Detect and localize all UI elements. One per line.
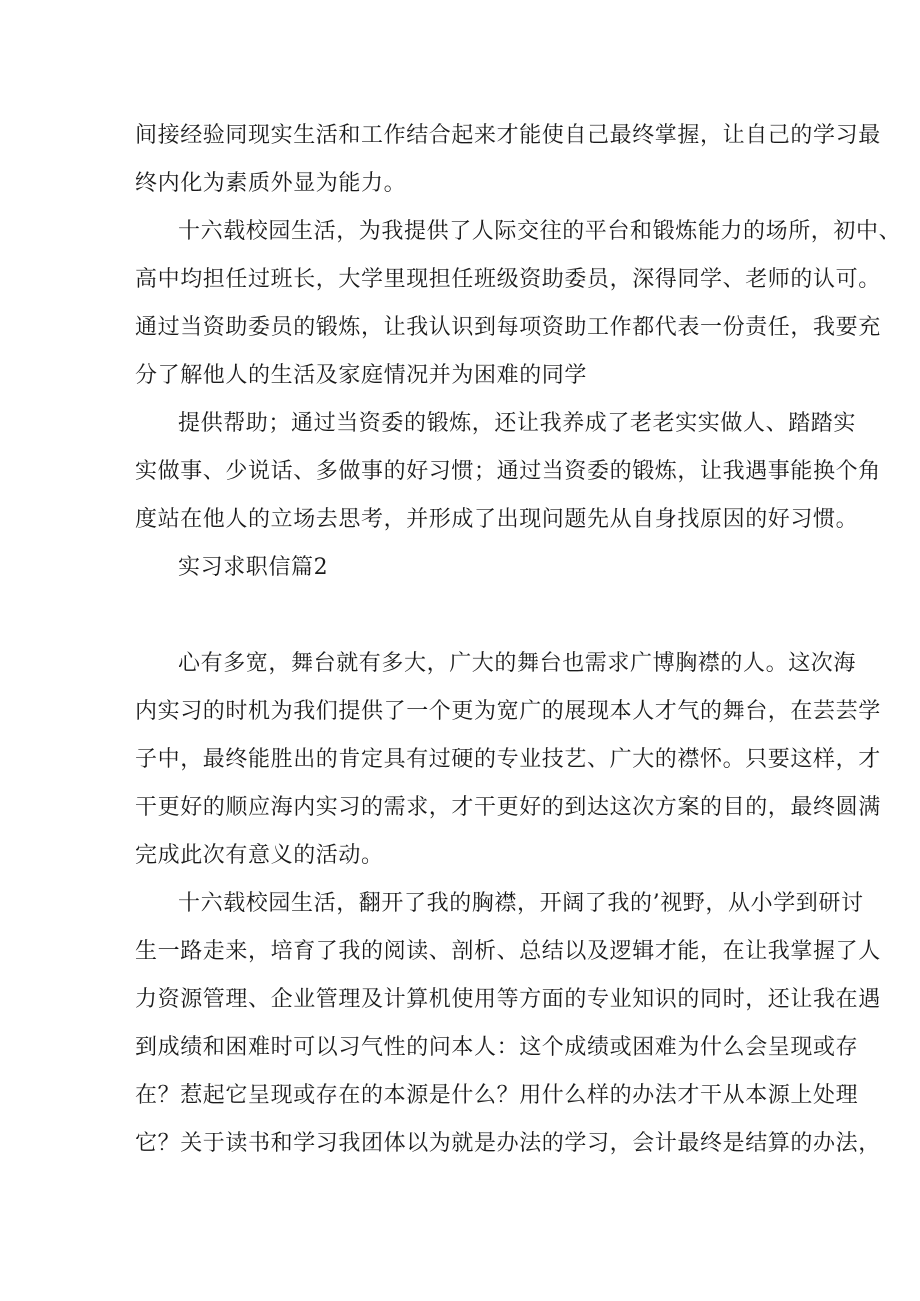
text-line: 十六载校园生活，翻开了我的胸襟，开阔了我的’视野，从小学到研讨: [178, 891, 864, 916]
text-line: 在？惹起它呈现或存在的本源是什么？用什么样的办法才干从本源上处理: [135, 1083, 859, 1108]
text-line: 实做事、少说话、多做事的好习惯；通过当资委的锻炼，让我遇事能换个角: [135, 459, 881, 484]
text-line: 提供帮助；通过当资委的锻炼，还让我养成了老老实实做人、踏踏实: [178, 411, 857, 436]
text-line: 十六载校园生活，为我提供了人际交往的平台和锻炼能力的场所，初中、: [178, 219, 902, 244]
text-line: 子中，最终能胜出的肯定具有过硬的专业技艺、广大的襟怀。只要这样，才: [135, 747, 881, 772]
text-line: 通过当资助委员的锻炼，让我认识到每项资助工作都代表一份责任，我要充: [135, 315, 881, 340]
text-line: 生一路走来，培育了我的阅读、剖析、总结以及逻辑才能，在让我掌握了人: [135, 939, 881, 964]
text-line: 度站在他人的立场去思考，并形成了出现问题先从自身找原因的好习惯。: [135, 507, 859, 532]
text-line: 分了解他人的生活及家庭情况并为困难的同学: [135, 363, 588, 388]
text-line: 间接经验同现实生活和工作结合起来才能使自己最终掌握，让自己的学习最: [135, 123, 881, 148]
text-line: 它？关于读书和学习我团体以为就是办法的学习，会计最终是结算的办法，: [135, 1131, 881, 1156]
text-line: 内实习的时机为我们提供了一个更为宽广的展现本人才气的舞台，在芸芸学: [135, 699, 881, 724]
text-line: 完成此次有意义的活动。: [135, 843, 384, 868]
text-line: 终内化为素质外显为能力。: [135, 171, 407, 196]
text-line: 到成绩和困难时可以习气性的问本人：这个成绩或困难为什么会呈现或存: [135, 1035, 859, 1060]
text-line: 心有多宽，舞台就有多大，广大的舞台也需求广博胸襟的人。这次海: [178, 651, 857, 676]
section-heading: 实习求职信篇2: [178, 555, 329, 580]
text-line: 力资源管理、企业管理及计算机使用等方面的专业知识的同时，还让我在遇: [135, 987, 881, 1012]
text-line: 干更好的顺应海内实习的需求，才干更好的到达这次方案的目的，最终圆满: [135, 795, 881, 820]
text-line: 高中均担任过班长，大学里现担任班级资助委员，深得同学、老师的认可。: [135, 267, 881, 292]
